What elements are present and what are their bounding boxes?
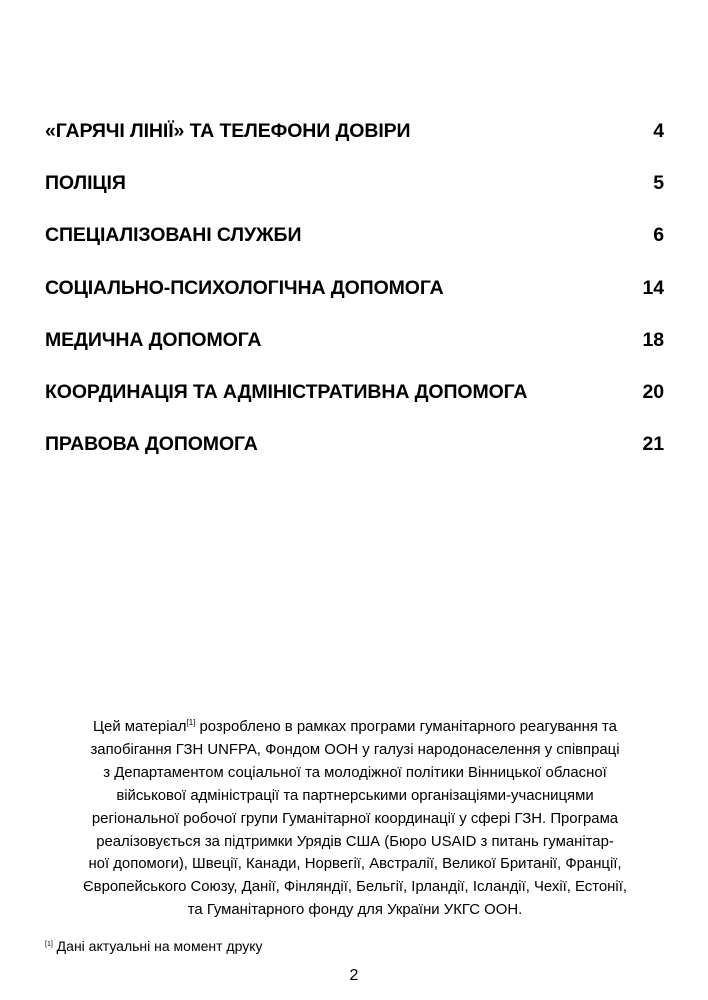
intro-line: ної допомоги), Швеції, Канади, Норвегії, Австралії, Великої Британії, Франції,: [88, 856, 622, 873]
intro-line: запобігання ГЗН UNFPA, Фондом ООН у галузі народонаселення у співпраці: [90, 741, 620, 758]
footnote-marker: [1]: [45, 941, 53, 948]
toc-entry-coordination-admin-help[interactable]: [45, 378, 664, 430]
footnote-text: Дані актуальні на момент друку: [52, 938, 263, 954]
intro-text: Цей матеріал: [93, 719, 187, 735]
intro-line: реалізовується за підтримки Урядів США (Бюро USAID з питань гуманітар-: [96, 833, 614, 850]
intro-line: з Департаментом соціальної та молодіжної політики Вінницької обласної: [103, 764, 607, 781]
intro-paragraph: [45, 716, 665, 922]
toc-entry-page: 14: [642, 276, 664, 299]
footnote-reference[interactable]: [1]: [186, 718, 196, 727]
footnote: [45, 936, 263, 956]
toc-entry-page: 6: [653, 224, 664, 247]
toc-entry-legal-help[interactable]: [45, 430, 664, 482]
intro-line: регіональної робочої групи Гуманітарної координації у сфері ГЗН. Програма: [91, 810, 619, 827]
intro-text: розроблено в рамках програми гуманітарного реагування та: [195, 719, 617, 735]
toc-entry-page: 18: [642, 328, 664, 351]
intro-line: Європейського Союзу, Данії, Фінляндії, Бельгії, Ірландії, Ісландії, Чехії, Естонії,: [82, 879, 627, 896]
toc-entry-medical-help[interactable]: [45, 326, 664, 378]
table-of-contents: [45, 117, 664, 482]
intro-line: [45, 716, 665, 739]
page-number: 2: [349, 967, 359, 984]
toc-entry-police[interactable]: [45, 169, 664, 221]
toc-entry-hotlines[interactable]: [45, 117, 664, 169]
toc-entry-specialized-services[interactable]: [45, 221, 664, 273]
toc-entry-page: 21: [642, 433, 664, 456]
toc-entry-page: 4: [653, 120, 664, 142]
toc-entry-title: СПЕЦІАЛІЗОВАНІ СЛУЖБИ: [45, 224, 302, 247]
toc-entry-title: МЕДИЧНА ДОПОМОГА: [45, 328, 262, 351]
toc-entry-social-psychological-help[interactable]: [45, 274, 664, 326]
toc-entry-page: 20: [642, 380, 664, 403]
toc-entry-title: ПРАВОВА ДОПОМОГА: [45, 433, 258, 456]
toc-entry-title: «ГАРЯЧІ ЛІНІЇ» ТА ТЕЛЕФОНИ ДОВІРИ: [45, 120, 411, 142]
toc-entry-title: ПОЛІЦІЯ: [45, 172, 126, 195]
toc-entry-title: КООРДИНАЦІЯ ТА АДМІНІСТРАТИВНА ДОПОМОГА: [45, 380, 528, 403]
toc-entry-title: СОЦІАЛЬНО-ПСИХОЛОГІЧНА ДОПОМОГА: [45, 276, 444, 299]
intro-line: та Гуманітарного фонду для України УКГС ООН.: [187, 902, 523, 919]
toc-entry-page: 5: [653, 172, 664, 195]
intro-line: військової адміністрації та партнерськими організаціями-учасницями: [116, 787, 594, 804]
